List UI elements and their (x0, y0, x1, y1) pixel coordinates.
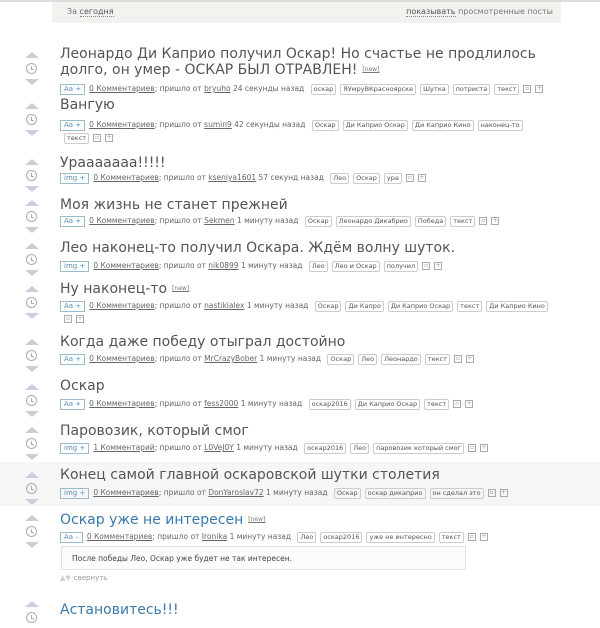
tag[interactable]: Оскар (334, 488, 361, 499)
tag[interactable]: текст (424, 399, 449, 410)
downvote-icon[interactable] (25, 454, 39, 460)
post-time: 24 секунды назад (232, 84, 305, 93)
rate-up-small-icon[interactable]: ▲▼ (60, 574, 71, 582)
new-badge: [new] (172, 285, 190, 292)
post-title-text[interactable]: Паровозик, который смог (60, 423, 249, 439)
save-icon[interactable]: ▫ (95, 134, 100, 141)
from-label: ; пришло от (154, 84, 202, 93)
post-time: 1 минуту назад (236, 216, 299, 225)
comments-link[interactable]: 0 Комментариев (89, 120, 155, 129)
post-title[interactable] (60, 467, 550, 483)
author-link[interactable]: sumin9 (204, 120, 232, 129)
tag[interactable]: текст (457, 301, 482, 312)
tag[interactable]: Лео (297, 532, 316, 543)
post-title[interactable] (60, 97, 550, 113)
author-link[interactable]: MrCrazyBober (204, 354, 258, 363)
tag[interactable]: Оскар (353, 173, 380, 184)
comments-link[interactable]: 0 Комментариев (93, 173, 159, 182)
post-title-text[interactable]: Урааааааа!!!!! (60, 155, 166, 171)
post-title-text[interactable]: Вангую (60, 97, 115, 113)
post-time: 1 минуту назад (259, 354, 322, 363)
clock-icon[interactable] (26, 170, 37, 181)
author-link[interactable]: kseniya1601 (208, 173, 257, 182)
post-type-toggle[interactable]: Aa + (60, 216, 85, 227)
clock-icon[interactable] (26, 526, 37, 537)
save-icon[interactable]: ▫ (455, 400, 460, 407)
vote-column (24, 103, 40, 136)
tag[interactable]: получил (384, 261, 418, 272)
vote-column (24, 243, 40, 276)
comments-link[interactable]: 1 Комментарий (93, 443, 155, 452)
comments-link[interactable]: 0 Комментариев (93, 488, 159, 497)
tag[interactable]: Лео (350, 443, 369, 454)
post-title-text[interactable]: Оскар уже не интересен (60, 512, 244, 528)
tag[interactable]: он сделал это (430, 488, 484, 499)
tag[interactable]: Лео и Оскар (332, 261, 380, 272)
post-type-toggle[interactable]: img + (60, 261, 89, 272)
clock-icon[interactable] (26, 483, 37, 494)
post-type-toggle[interactable]: Aa + (60, 120, 85, 131)
from-label: ; пришло от (154, 354, 202, 363)
save-icon[interactable]: ▫ (455, 355, 460, 362)
upvote-icon[interactable] (25, 427, 39, 433)
save-icon[interactable]: ▫ (469, 444, 475, 451)
vote-column (24, 515, 40, 548)
post-time: 57 секунд назад (258, 173, 324, 182)
tag[interactable]: текст (425, 354, 450, 365)
comments-link[interactable]: 0 Комментариев (86, 532, 153, 541)
save-icon[interactable]: ▫ (65, 315, 71, 322)
collapse-link[interactable]: свернуть (73, 574, 108, 582)
post-title[interactable] (60, 423, 550, 439)
post-meta (60, 486, 550, 499)
post-type-toggle[interactable]: Aa + (60, 399, 85, 410)
post-time: 42 секунды назад (234, 120, 306, 129)
author-link[interactable]: L0VeJ0Y (204, 443, 234, 452)
tag[interactable]: уже не интересно (366, 532, 434, 543)
save-icon[interactable]: ▫ (407, 174, 412, 181)
from-label: ; пришло от (154, 399, 202, 408)
post-type-toggle[interactable]: img + (60, 173, 89, 184)
post-title[interactable] (60, 378, 550, 394)
author-link[interactable]: nik0899 (208, 261, 239, 270)
comments-link[interactable]: 0 Комментариев (89, 301, 155, 310)
add-icon[interactable]: + (492, 217, 498, 224)
add-icon[interactable]: + (481, 533, 487, 540)
post-title-text[interactable]: Лео наконец-то получил Оскара. Ждём волну шуток. (60, 240, 456, 256)
downvote-icon[interactable] (25, 366, 39, 372)
save-icon[interactable]: ▫ (469, 533, 474, 540)
tag[interactable]: текст (64, 133, 89, 144)
comments-link[interactable]: 0 Комментариев (89, 216, 155, 225)
tag[interactable]: текст (450, 216, 475, 227)
post-meta (60, 214, 550, 227)
tag[interactable]: Ди Каприо Оскар (388, 301, 453, 312)
post-title[interactable] (60, 512, 550, 528)
tag[interactable]: ура (384, 173, 402, 184)
tag[interactable]: Оскар (315, 301, 342, 312)
add-icon[interactable]: + (501, 489, 507, 496)
from-label: ; пришло от (154, 443, 202, 452)
tag[interactable]: потриста (453, 84, 491, 95)
upvote-icon[interactable] (25, 472, 39, 478)
author-link[interactable]: fess2000 (204, 399, 239, 408)
add-icon[interactable]: + (466, 400, 472, 407)
vote-column (24, 52, 40, 85)
clock-icon[interactable] (26, 63, 37, 74)
post-title[interactable] (60, 197, 550, 213)
add-icon[interactable]: + (419, 174, 425, 181)
post-body: После победы Лео, Оскар уже будет не так интересен. (61, 546, 466, 570)
tag[interactable]: паровозик который смог (373, 443, 464, 454)
author-link[interactable]: Sekmen (204, 216, 235, 225)
post-title-text[interactable]: Астановитесь!!! (60, 602, 179, 618)
post-type-toggle[interactable]: Aa + (60, 354, 85, 365)
post-title-text[interactable]: Моя жизнь не станет прежней (60, 197, 288, 213)
downvote-icon[interactable] (25, 313, 39, 319)
clock-icon[interactable] (26, 114, 37, 125)
upvote-icon[interactable] (25, 339, 39, 345)
author-link[interactable]: Ironika (201, 532, 228, 541)
vote-column (24, 601, 40, 628)
new-badge: [new] (362, 66, 380, 73)
tag[interactable]: Победа (415, 216, 446, 227)
period-selector[interactable]: сегодня (79, 7, 114, 16)
vote-column (24, 472, 40, 505)
from-label: ; пришло от (152, 532, 200, 541)
tag[interactable]: Оскар (327, 354, 354, 365)
upvote-icon[interactable] (25, 384, 39, 390)
downvote-icon[interactable] (25, 186, 39, 192)
post-meta (60, 171, 550, 184)
save-icon[interactable]: ▫ (481, 217, 486, 224)
post-type-toggle[interactable]: Aa + (60, 84, 85, 95)
comments-link[interactable]: 0 Комментариев (89, 354, 155, 363)
post-meta (60, 82, 550, 95)
upvote-icon[interactable] (25, 286, 39, 292)
downvote-icon[interactable] (25, 499, 39, 505)
upvote-icon[interactable] (25, 601, 39, 607)
filter-prefix: За (67, 7, 78, 16)
vote-column (24, 339, 40, 372)
tag[interactable]: Леонардо Дикабрио (336, 216, 411, 227)
downvote-icon[interactable] (25, 270, 39, 276)
clock-icon[interactable] (26, 612, 37, 623)
add-icon[interactable]: + (106, 134, 112, 141)
post-time: 1 минуту назад (240, 399, 303, 408)
downvote-icon[interactable] (25, 130, 39, 136)
post-title-text[interactable]: Ну наконец-то (60, 281, 168, 297)
clock-icon[interactable] (26, 211, 37, 222)
downvote-icon[interactable] (25, 227, 39, 233)
tag[interactable]: Оскар (305, 216, 332, 227)
post-meta (60, 441, 550, 454)
vote-column (24, 286, 40, 319)
author-link[interactable]: DonYaroslav72 (208, 488, 264, 497)
tag[interactable]: наконец-то (478, 120, 523, 131)
post-type-toggle[interactable]: Aa + (60, 301, 85, 312)
post-title[interactable] (60, 334, 550, 350)
tag[interactable]: оскар дикаприо (365, 488, 426, 499)
from-label: ; пришло от (158, 173, 206, 182)
tag[interactable]: ЯУмруВКрасноярске (340, 84, 416, 95)
vote-column (24, 159, 40, 192)
tag[interactable]: Ди Каприо Кино (486, 301, 548, 312)
tag[interactable]: оскар2016 (320, 532, 362, 543)
comments-link[interactable]: 0 Комментариев (89, 84, 155, 93)
vote-column (24, 384, 40, 417)
upvote-icon[interactable] (25, 515, 39, 521)
upvote-icon[interactable] (25, 200, 39, 206)
from-label: ; пришло от (154, 216, 202, 225)
save-icon[interactable]: ▫ (525, 85, 530, 92)
vote-column (24, 200, 40, 233)
tag[interactable]: оскар (311, 84, 337, 95)
save-icon[interactable]: ▫ (489, 489, 494, 496)
post-title[interactable] (60, 46, 550, 78)
post-time: 1 минуту назад (240, 261, 303, 270)
downvote-icon[interactable] (25, 79, 39, 85)
post-meta (60, 299, 550, 325)
post-time: 1 минуту назад (266, 488, 328, 497)
upvote-icon[interactable] (25, 243, 39, 249)
post-title[interactable] (60, 155, 550, 171)
post-title-text[interactable]: Когда даже победу отыграл достойно (60, 334, 346, 350)
tag[interactable]: оскар2016 (309, 399, 351, 410)
from-label: ; пришло от (158, 488, 206, 497)
clock-icon[interactable] (26, 254, 37, 265)
post-meta (60, 397, 550, 410)
post-time: 1 минуту назад (229, 532, 292, 541)
save-icon[interactable]: ▫ (424, 262, 429, 269)
tag[interactable]: оскар2016 (304, 443, 346, 454)
tag[interactable]: Ди Каприо Оскар (355, 399, 420, 410)
comments-link[interactable]: 0 Комментариев (93, 261, 159, 270)
tag[interactable]: Ди Капро (345, 301, 383, 312)
collapse-row (60, 574, 110, 582)
post-time: 1 минуту назад (236, 443, 298, 452)
tag[interactable]: Ди Каприо Кино (412, 120, 474, 131)
clock-icon[interactable] (26, 297, 37, 308)
post-title[interactable] (60, 602, 550, 618)
post-title-text[interactable]: Оскар (60, 378, 105, 394)
downvote-icon[interactable] (25, 542, 39, 548)
post-meta (60, 530, 550, 543)
from-label: ; пришло от (158, 261, 206, 270)
filter-bar (52, 2, 561, 23)
clock-icon[interactable] (26, 350, 37, 361)
tag[interactable]: Лео (358, 354, 377, 365)
show-viewed-label: просмотренные посты (458, 7, 553, 16)
tag[interactable]: Шутка (420, 84, 449, 95)
upvote-icon[interactable] (25, 52, 39, 58)
post-type-toggle[interactable]: img + (60, 488, 89, 499)
post-type-toggle[interactable]: img + (60, 443, 89, 454)
downvote-icon[interactable] (25, 411, 39, 417)
post-type-toggle[interactable]: Aa – (60, 532, 83, 543)
author-link[interactable]: bryuho (204, 84, 231, 93)
post-time: 1 минуту назад (246, 301, 309, 310)
post-title-text[interactable]: Конец самой главной оскаровской шутки столетия (60, 467, 440, 483)
post-title[interactable] (60, 281, 550, 297)
tag[interactable]: Лео (330, 173, 349, 184)
tag[interactable]: Лео (309, 261, 328, 272)
add-icon[interactable]: + (77, 315, 83, 322)
upvote-icon[interactable] (25, 159, 39, 165)
add-icon[interactable]: + (467, 355, 473, 362)
post-meta (60, 118, 550, 144)
from-label: ; пришло от (154, 120, 202, 129)
new-badge: [new] (248, 516, 266, 523)
post-title-text[interactable]: Леонардо Ди Каприо получил Оскар! Но счастье не продлилось долго, он умер - ОСКАР БЫЛ ОТРАВЛЕН! (60, 46, 536, 78)
tag[interactable]: Оскар (312, 120, 339, 131)
show-viewed-toggle[interactable]: показывать (406, 7, 456, 16)
add-icon[interactable]: + (435, 262, 441, 269)
post-meta (60, 259, 550, 272)
post-meta (60, 352, 550, 365)
upvote-icon[interactable] (25, 103, 39, 109)
add-icon[interactable]: + (536, 85, 542, 92)
tag[interactable]: Ди Каприо Оскар (343, 120, 408, 131)
add-icon[interactable]: + (481, 444, 487, 451)
vote-column (24, 427, 40, 460)
from-label: ; пришло от (154, 301, 202, 310)
clock-icon[interactable] (26, 438, 37, 449)
tag[interactable]: текст (494, 84, 519, 95)
tag[interactable]: Леонардо (381, 354, 421, 365)
tag[interactable]: текст (439, 532, 464, 543)
clock-icon[interactable] (26, 395, 37, 406)
author-link[interactable]: nastikialex (204, 301, 245, 310)
comments-link[interactable]: 0 Комментариев (89, 399, 155, 408)
post-title[interactable] (60, 240, 550, 256)
